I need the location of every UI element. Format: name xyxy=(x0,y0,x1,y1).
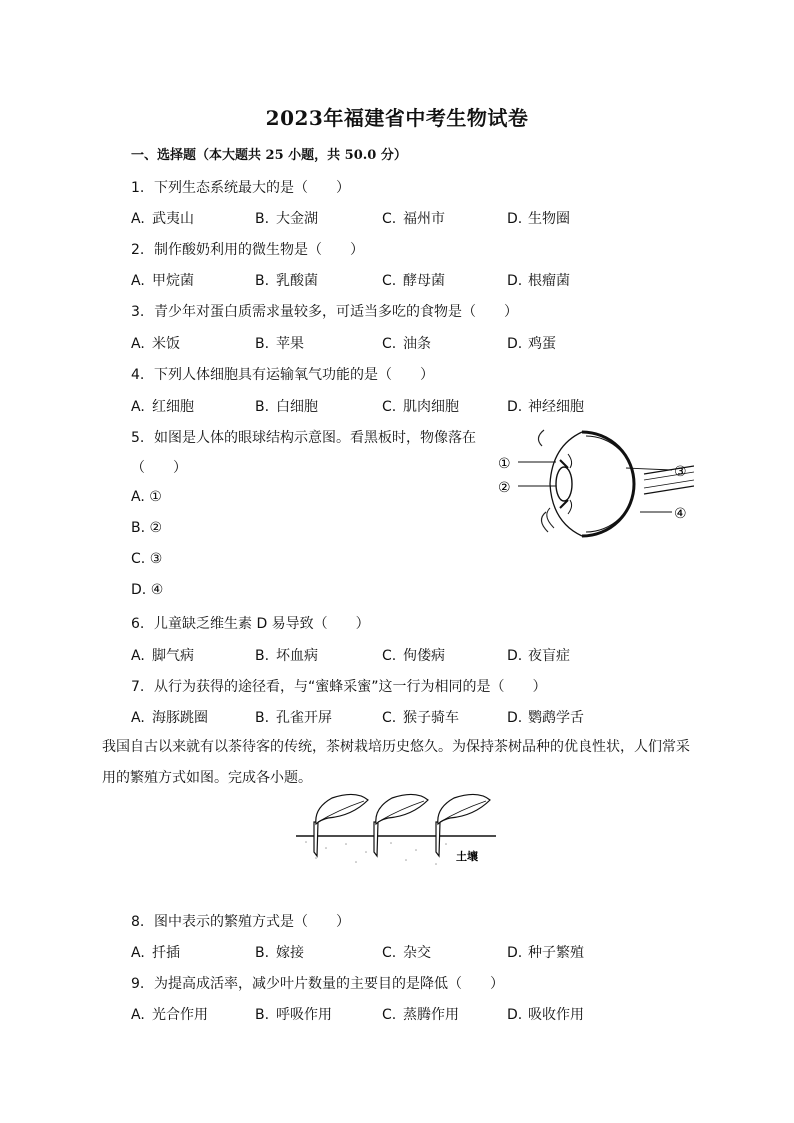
option-b[interactable]: B. 白细胞 xyxy=(255,399,318,415)
question-number: 5. xyxy=(131,430,145,446)
cutting-stem-1 xyxy=(314,794,368,856)
option-b[interactable]: B. 坏血病 xyxy=(255,648,318,664)
option-a[interactable]: A. 扦插 xyxy=(131,945,180,961)
question-number: 8. xyxy=(131,914,145,930)
question-text: 儿童缺乏维生素 D 易导致（ ） xyxy=(154,616,370,632)
question-number: 3. xyxy=(131,304,145,320)
option-d[interactable]: D. 根瘤菌 xyxy=(507,273,570,289)
question-5 xyxy=(131,427,476,447)
exam-title: 2023年福建省中考生物试卷 xyxy=(265,106,529,130)
question-text: 图中表示的繁殖方式是（ ） xyxy=(154,914,350,930)
cutting-stem-3 xyxy=(436,794,490,856)
option-d[interactable]: D. ④ xyxy=(131,582,164,598)
question-1-options xyxy=(131,208,671,228)
section-heading: 一、选择题（本大题共 25 小题，共 50.0 分） xyxy=(131,148,407,163)
question-6 xyxy=(131,613,370,633)
tea-cutting-diagram xyxy=(296,792,496,870)
question-number: 2. xyxy=(131,242,145,258)
option-a[interactable]: A. 光合作用 xyxy=(131,1007,208,1023)
eye-label-4: ④ xyxy=(674,506,687,522)
eye-label-3: ③ xyxy=(674,464,687,480)
option-c[interactable]: C. 酵母菌 xyxy=(382,273,445,289)
option-b[interactable]: B. ② xyxy=(131,520,163,536)
option-d[interactable]: D. 鹦鹉学舌 xyxy=(507,710,584,726)
question-3 xyxy=(131,301,518,321)
option-a[interactable]: A. 武夷山 xyxy=(131,211,194,227)
question-number: 9. xyxy=(131,976,145,992)
question-number: 4. xyxy=(131,367,145,383)
option-a[interactable]: A. ① xyxy=(131,489,162,505)
option-d[interactable]: D. 神经细胞 xyxy=(507,399,584,415)
option-c[interactable]: C. 猴子骑车 xyxy=(382,710,459,726)
question-4 xyxy=(131,364,434,384)
question-text: 如图是人体的眼球结构示意图。看黑板时，物像落在 xyxy=(154,430,476,446)
question-1 xyxy=(131,177,350,197)
option-c[interactable]: C. 油条 xyxy=(382,336,431,352)
question-text: 下列人体细胞具有运输氧气功能的是（ ） xyxy=(154,367,434,383)
option-a[interactable]: A. 甲烷菌 xyxy=(131,273,194,289)
option-c[interactable]: C. 肌肉细胞 xyxy=(382,399,459,415)
option-b[interactable]: B. 大金湖 xyxy=(255,211,318,227)
question-text: 制作酸奶利用的微生物是（ ） xyxy=(154,242,364,258)
option-c[interactable]: C. ③ xyxy=(131,551,163,567)
question-text: 从行为获得的途径看，与“蜜蜂采蜜”这一行为相同的是（ ） xyxy=(154,679,547,695)
option-b[interactable]: B. 呼吸作用 xyxy=(255,1007,332,1023)
option-d[interactable]: D. 种子繁殖 xyxy=(507,945,584,961)
option-a[interactable]: A. 海豚跳圈 xyxy=(131,710,208,726)
option-b[interactable]: B. 乳酸菌 xyxy=(255,273,318,289)
question-2-options xyxy=(131,270,671,290)
question-number: 1. xyxy=(131,180,145,196)
question-7 xyxy=(131,676,547,696)
option-b[interactable]: B. 苹果 xyxy=(255,336,304,352)
eyeball-diagram xyxy=(494,424,694,544)
option-c[interactable]: C. 福州市 xyxy=(382,211,445,227)
question-8-options xyxy=(131,942,671,962)
cutting-stem-2 xyxy=(374,794,428,856)
question-6-options xyxy=(131,645,671,665)
question-2 xyxy=(131,239,364,259)
option-a[interactable]: A. 脚气病 xyxy=(131,648,194,664)
question-4-options xyxy=(131,396,671,416)
option-c[interactable]: C. 蒸腾作用 xyxy=(382,1007,459,1023)
question-3-options xyxy=(131,333,671,353)
question-text: 青少年对蛋白质需求量较多，可适当多吃的食物是（ ） xyxy=(154,304,518,320)
soil-label: 土壤 xyxy=(456,850,478,863)
question-text: 下列生态系统最大的是（ ） xyxy=(154,180,350,196)
question-text: 为提高成活率，减少叶片数量的主要目的是降低（ ） xyxy=(154,976,504,992)
option-d[interactable]: D. 夜盲症 xyxy=(507,648,570,664)
eye-label-2: ② xyxy=(498,480,511,496)
question-number: 6. xyxy=(131,616,145,632)
eye-label-1: ① xyxy=(498,456,511,472)
option-a[interactable]: A. 红细胞 xyxy=(131,399,194,415)
question-8 xyxy=(131,911,350,931)
question-5-continuation: （ ） xyxy=(131,460,187,476)
option-d[interactable]: D. 鸡蛋 xyxy=(507,336,556,352)
question-9 xyxy=(131,973,504,993)
option-c[interactable]: C. 佝偻病 xyxy=(382,648,445,664)
option-c[interactable]: C. 杂交 xyxy=(382,945,431,961)
option-a[interactable]: A. 米饭 xyxy=(131,336,180,352)
option-b[interactable]: B. 孔雀开屏 xyxy=(255,710,332,726)
option-d[interactable]: D. 生物圈 xyxy=(507,211,570,227)
question-7-options xyxy=(131,707,671,727)
option-d[interactable]: D. 吸收作用 xyxy=(507,1007,584,1023)
option-b[interactable]: B. 嫁接 xyxy=(255,945,304,961)
question-number: 7. xyxy=(131,679,145,695)
question-9-options xyxy=(131,1004,671,1024)
passage-text: 我国自古以来就有以茶待客的传统，茶树栽培历史悠久。为保持茶树品种的优良性状，人们常采用的繁殖方式如图。完成各小题。 xyxy=(102,739,690,786)
